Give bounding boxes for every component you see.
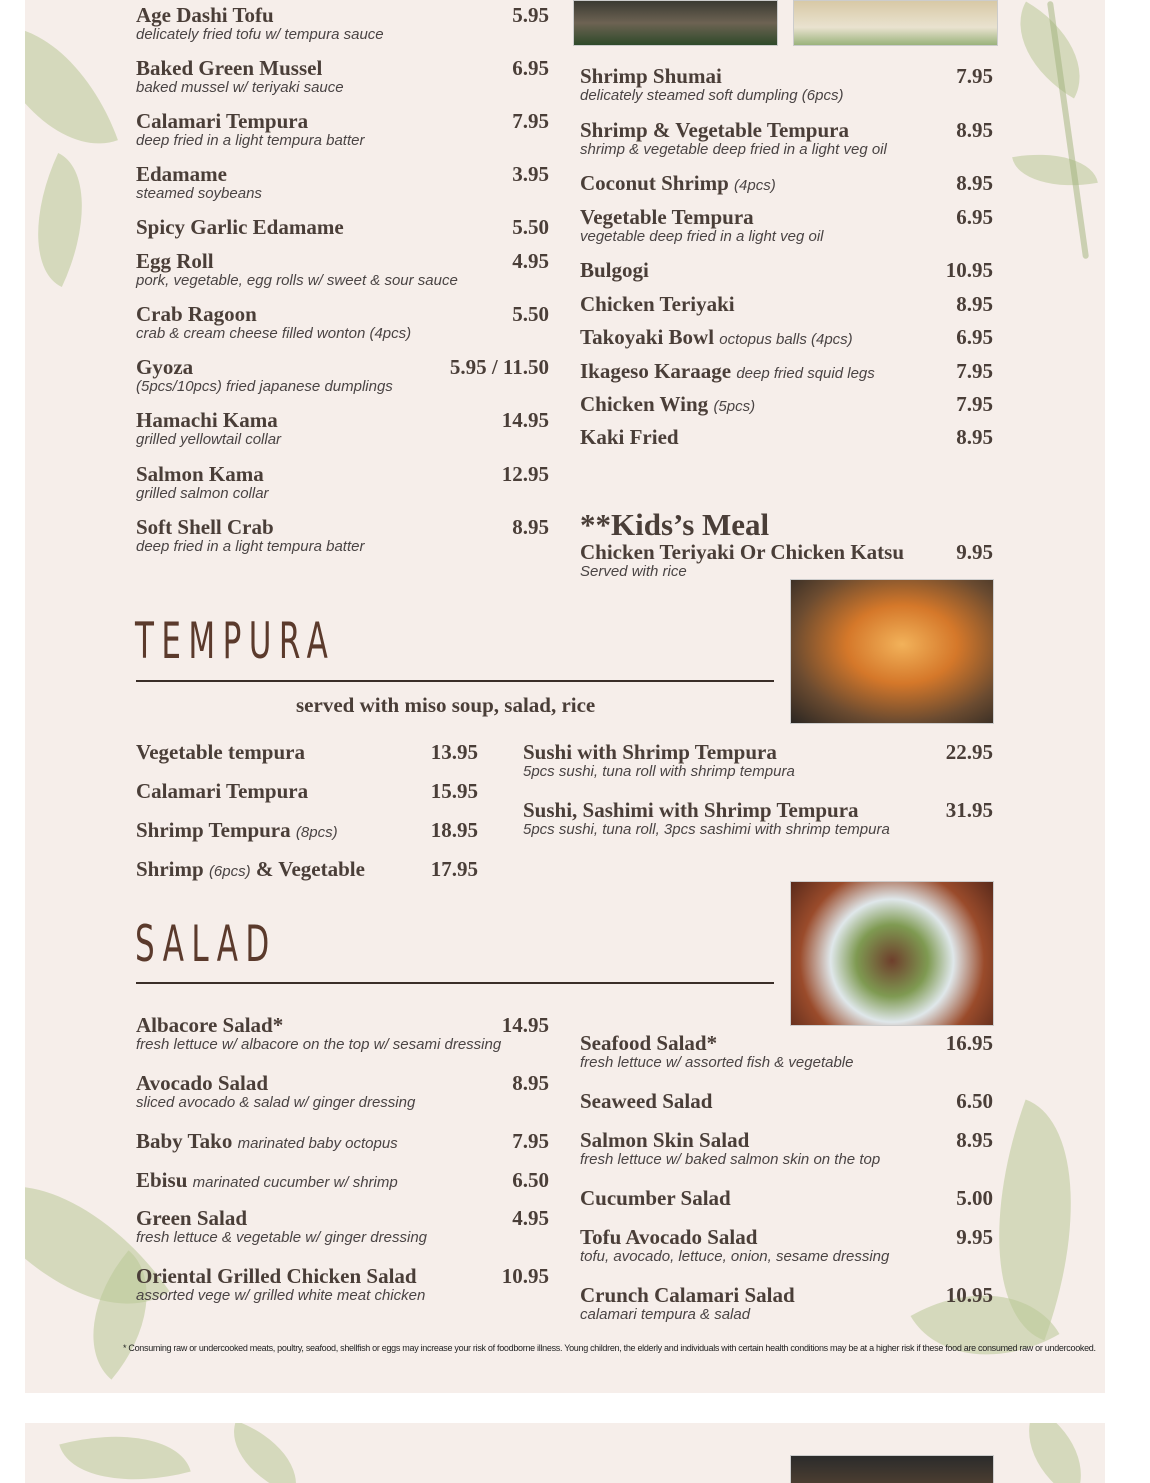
item-name: [136, 1264, 417, 1289]
item-note: marinated cucumber w/ shrimp: [192, 1174, 398, 1191]
item-name-text: Crab Ragoon: [136, 302, 257, 326]
item-description: crab & cream cheese filled wonton (4pcs): [136, 325, 412, 342]
item-name-text: Shrimp Tempura: [136, 818, 291, 842]
item-name: [136, 1129, 398, 1154]
item-price: 4.95: [512, 249, 549, 273]
item-name: [136, 302, 257, 327]
item-name: [136, 109, 308, 134]
item-description: tofu, avocado, lettuce, onion, sesame dressing: [580, 1248, 890, 1265]
menu-item: [136, 1264, 549, 1308]
item-name: [580, 1128, 749, 1153]
item-name: [136, 249, 214, 274]
item-description: delicately fried tofu w/ tempura sauce: [136, 26, 384, 43]
menu-item: [136, 162, 549, 206]
item-description: Served with rice: [580, 563, 687, 580]
item-name-text: Shrimp: [136, 857, 204, 881]
item-name: [580, 325, 853, 350]
disclaimer-text: * Consuming raw or undercooked meats, poultry, seafood, shellfish or eggs may increase your risk of foodborne illness. Young children, the elderly and individuals with certain health conditions may be at a higher risk if these food are consumed raw or undercooked.: [123, 1343, 1096, 1353]
menu-page: [25, 0, 1105, 1393]
item-description: fresh lettuce w/ baked salmon skin on the top: [580, 1151, 881, 1168]
item-name-text: Albacore Salad*: [136, 1013, 284, 1037]
item-price: 7.95: [512, 1129, 549, 1153]
item-description: sliced avocado & salad w/ ginger dressing: [136, 1094, 416, 1111]
item-name: [580, 1225, 757, 1250]
item-description: fresh lettuce w/ assorted fish & vegetable: [580, 1054, 854, 1071]
item-name: [136, 1013, 283, 1038]
salad-photo: [790, 881, 994, 1026]
leaf-decoration: [59, 1423, 190, 1483]
item-price: 7.95: [956, 359, 993, 383]
menu-item: [136, 779, 478, 807]
item-price: 5.95: [512, 3, 549, 27]
item-name: [136, 1206, 247, 1231]
item-description: shrimp & vegetable deep fried in a light veg oil: [580, 141, 887, 158]
item-name-text: Seaweed Salad: [580, 1089, 713, 1113]
item-price: 6.50: [956, 1089, 993, 1113]
item-name-text: Age Dashi Tofu: [136, 3, 274, 27]
item-name: [136, 515, 274, 540]
item-price: 8.95: [956, 1128, 993, 1152]
menu-item: [136, 740, 478, 768]
menu-item: [136, 302, 549, 346]
menu-item: [580, 1225, 993, 1269]
item-name: [580, 64, 722, 89]
item-description: grilled salmon collar: [136, 485, 269, 502]
leaf-decoration: [25, 0, 118, 171]
item-name-text: Vegetable Tempura: [580, 205, 754, 229]
item-note: deep fried squid legs: [736, 365, 875, 382]
item-name: Chicken Teriyaki Or Chicken Katsu: [580, 540, 905, 564]
section-title-salad: SALAD: [135, 915, 277, 973]
item-price: 9.95: [956, 540, 993, 564]
menu-item: [136, 818, 478, 846]
item-price: 14.95: [501, 408, 549, 432]
item-name-text: Tofu Avocado Salad: [580, 1225, 758, 1249]
item-name: [136, 355, 193, 380]
item-price: 8.95: [956, 425, 993, 449]
item-name-text: Chicken Wing: [580, 392, 709, 416]
menu-item: [580, 1089, 993, 1133]
item-note: (6pcs): [208, 863, 251, 880]
item-description: (5pcs/10pcs) fried japanese dumplings: [136, 378, 393, 395]
item-name: [523, 798, 859, 823]
item-price: 5.50: [512, 302, 549, 326]
item-name: [580, 425, 679, 450]
item-name-text: Sushi, Sashimi with Shrimp Tempura: [523, 798, 859, 822]
menu-item: [580, 118, 993, 162]
menu-item: [580, 425, 993, 469]
leaf-decoration: [219, 1423, 311, 1483]
item-name: [580, 292, 735, 317]
item-price: 22.95: [945, 740, 993, 764]
menu-item: [136, 1129, 549, 1173]
menu-item: [136, 355, 549, 399]
item-price: 7.95: [956, 392, 993, 416]
dish-photo: [790, 1455, 994, 1483]
item-note: (4pcs): [734, 177, 776, 194]
item-name: [580, 1186, 731, 1211]
item-price: 12.95: [501, 462, 549, 486]
menu-item: [580, 64, 993, 108]
item-name-text: Calamari Tempura: [136, 109, 309, 133]
item-name-text: Crunch Calamari Salad: [580, 1283, 795, 1307]
item-name-text: Baked Green Mussel: [136, 56, 323, 80]
item-name-text: Shrimp Shumai: [580, 64, 722, 88]
section-divider: [136, 680, 774, 682]
item-price: 18.95: [430, 818, 478, 842]
menu-item: [136, 3, 549, 47]
item-name: [580, 171, 776, 196]
menu-item: [580, 1128, 993, 1172]
item-name: [580, 1283, 795, 1308]
item-description: grilled yellowtail collar: [136, 431, 282, 448]
item-name: [580, 118, 849, 143]
menu-item: [523, 798, 993, 842]
item-name-text: Shrimp & Vegetable Tempura: [580, 118, 849, 142]
menu-item: [136, 515, 549, 559]
section-divider: [136, 982, 774, 984]
item-name: [136, 779, 308, 804]
item-price: 3.95: [512, 162, 549, 186]
item-name-text: Salmon Skin Salad: [580, 1128, 750, 1152]
item-name: [136, 56, 322, 81]
menu-item: [580, 205, 993, 249]
menu-item: [136, 857, 478, 885]
item-description: pork, vegetable, egg rolls w/ sweet & sour sauce: [136, 272, 458, 289]
next-menu-page: [25, 1423, 1105, 1483]
item-description: baked mussel w/ teriyaki sauce: [136, 79, 344, 96]
item-price: 10.95: [501, 1264, 549, 1288]
item-note: marinated baby octopus: [237, 1135, 398, 1152]
item-name: [580, 392, 755, 417]
item-price: 6.50: [512, 1168, 549, 1192]
menu-item: [136, 462, 549, 506]
item-name-text: Vegetable tempura: [136, 740, 305, 764]
item-name-text: Egg Roll: [136, 249, 214, 273]
item-description: 5pcs sushi, tuna roll with shrimp tempura: [523, 763, 795, 780]
item-name: [136, 162, 227, 187]
item-name-text: Salmon Kama: [136, 462, 264, 486]
item-price: 8.95: [512, 1071, 549, 1095]
item-price: 6.95: [956, 205, 993, 229]
item-name-text: Hamachi Kama: [136, 408, 278, 432]
item-description: delicately steamed soft dumpling (6pcs): [580, 87, 844, 104]
menu-item: [136, 1206, 549, 1250]
item-name: [136, 857, 365, 882]
item-price: 5.95 / 11.50: [449, 355, 549, 379]
item-name: [580, 359, 875, 384]
item-price: 10.95: [945, 258, 993, 282]
menu-item: [136, 1071, 549, 1115]
item-price: 7.95: [956, 64, 993, 88]
item-price: 5.00: [956, 1186, 993, 1210]
menu-item: [136, 249, 549, 293]
item-name: [136, 1071, 268, 1096]
item-name-text: Avocado Salad: [136, 1071, 269, 1095]
item-price: 6.95: [512, 56, 549, 80]
item-note: (5pcs): [713, 398, 756, 415]
item-price: 14.95: [501, 1013, 549, 1037]
item-price: 9.95: [956, 1225, 993, 1249]
item-price: 6.95: [956, 325, 993, 349]
item-name-text: Ikageso Karaage: [580, 359, 732, 383]
item-name: [580, 1089, 712, 1114]
item-name: [136, 462, 264, 487]
leaf-decoration: [25, 153, 113, 287]
item-name-text: Takoyaki Bowl: [580, 325, 715, 349]
item-name-text: Edamame: [136, 162, 227, 186]
kids-meal-item: [580, 540, 993, 584]
item-description: calamari tempura & salad: [580, 1306, 751, 1323]
item-price: 4.95: [512, 1206, 549, 1230]
item-name-suffix: & Vegetable: [255, 857, 365, 881]
item-description: fresh lettuce & vegetable w/ ginger dressing: [136, 1229, 427, 1246]
item-description: deep fried in a light tempura batter: [136, 538, 365, 555]
item-description: 5pcs sushi, tuna roll, 3pcs sashimi with shrimp tempura: [523, 821, 890, 838]
item-name-text: Kaki Fried: [580, 425, 679, 449]
menu-item: [136, 1013, 549, 1057]
item-name-text: Soft Shell Crab: [136, 515, 274, 539]
dish-photo: [793, 0, 998, 46]
item-description: deep fried in a light tempura batter: [136, 132, 365, 149]
item-name-text: Chicken Teriyaki: [580, 292, 735, 316]
item-description: vegetable deep fried in a light veg oil: [580, 228, 824, 245]
item-name-text: Sushi with Shrimp Tempura: [523, 740, 777, 764]
item-description: fresh lettuce w/ albacore on the top w/ sesami dressing: [136, 1036, 502, 1053]
item-name-text: Bulgogi: [580, 258, 649, 282]
item-name-text: Calamari Tempura: [136, 779, 309, 803]
item-name: [136, 1168, 398, 1193]
leaf-decoration: [1012, 143, 1098, 196]
item-price: 8.95: [956, 118, 993, 142]
item-name: [580, 1031, 717, 1056]
item-price: 8.95: [956, 292, 993, 316]
kids-meal-title: **Kids’s Meal: [580, 507, 770, 542]
item-name: [136, 408, 278, 433]
item-name-text: Gyoza: [136, 355, 194, 379]
item-name: [136, 215, 344, 240]
item-name: [580, 205, 754, 230]
item-price: 17.95: [430, 857, 478, 881]
item-name-text: Spicy Garlic Edamame: [136, 215, 344, 239]
item-price: 8.95: [512, 515, 549, 539]
item-price: 10.95: [945, 1283, 993, 1307]
leaf-decoration: [1005, 1423, 1104, 1483]
item-price: 31.95: [945, 798, 993, 822]
menu-item: [580, 1283, 993, 1327]
item-name: [136, 3, 274, 28]
item-name-text: Oriental Grilled Chicken Salad: [136, 1264, 417, 1288]
menu-item: [580, 1031, 993, 1075]
item-name-text: Green Salad: [136, 1206, 248, 1230]
item-price: 15.95: [430, 779, 478, 803]
item-description: assorted vege w/ grilled white meat chicken: [136, 1287, 426, 1304]
item-price: 16.95: [945, 1031, 993, 1055]
menu-item: [136, 56, 549, 100]
item-price: 13.95: [430, 740, 478, 764]
item-name: [523, 740, 777, 765]
item-name-text: Cucumber Salad: [580, 1186, 731, 1210]
item-price: 5.50: [512, 215, 549, 239]
item-name-text: Ebisu: [136, 1168, 188, 1192]
tempura-subtitle: served with miso soup, salad, rice: [296, 693, 596, 717]
section-title-tempura: TEMPURA: [135, 612, 336, 670]
item-name-text: Baby Tako: [136, 1129, 233, 1153]
item-name: [136, 740, 305, 765]
mussel-photo: [573, 0, 778, 46]
item-name-text: Coconut Shrimp: [580, 171, 729, 195]
menu-item: [136, 109, 549, 153]
menu-item: [523, 740, 993, 784]
item-description: steamed soybeans: [136, 185, 262, 202]
menu-item: [580, 1186, 993, 1230]
item-note: (8pcs): [295, 824, 338, 841]
tempura-photo: [790, 579, 994, 724]
menu-item: [136, 408, 549, 452]
item-price: 7.95: [512, 109, 549, 133]
item-note: octopus balls (4pcs): [719, 331, 853, 348]
item-name: [136, 818, 338, 843]
item-name: [580, 258, 649, 283]
item-name-text: Seafood Salad*: [580, 1031, 718, 1055]
item-price: 8.95: [956, 171, 993, 195]
